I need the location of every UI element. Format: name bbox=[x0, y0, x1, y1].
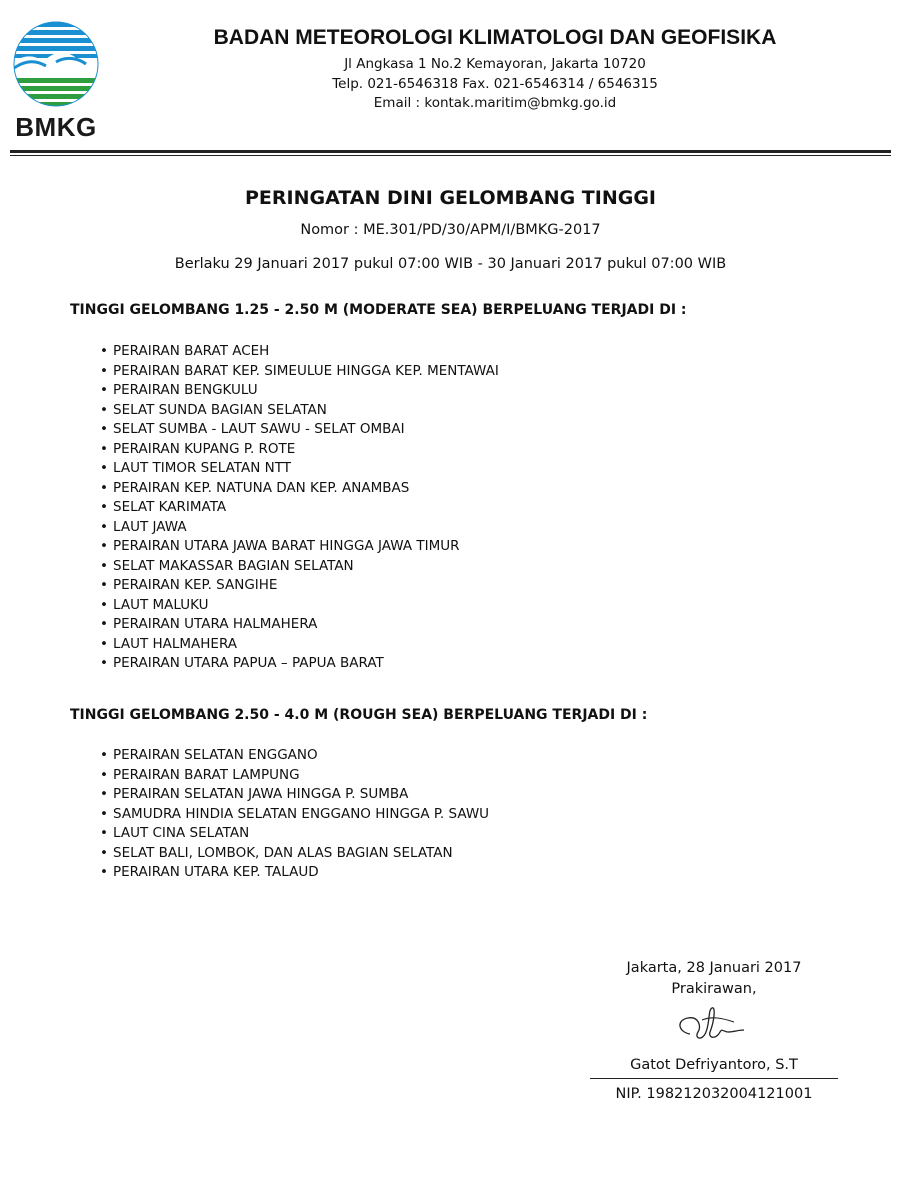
list-item: • PERAIRAN BENGKULU bbox=[100, 382, 258, 398]
document-number: Nomor : ME.301/PD/30/APM/I/BMKG-2017 bbox=[300, 222, 601, 238]
signer-nip: NIP. 198212032004121001 bbox=[615, 1086, 813, 1102]
list-item: • PERAIRAN BARAT KEP. SIMEULUE HINGGA KEP. MENTAWAI bbox=[100, 362, 499, 379]
list-item: • SELAT BALI, LOMBOK, DAN ALAS BAGIAN SELATAN bbox=[100, 844, 453, 861]
org-email: Email : kontak.maritim@bmkg.go.id bbox=[373, 95, 617, 111]
list-item: • PERAIRAN KEP. SANGIHE bbox=[100, 577, 278, 593]
letterhead bbox=[150, 25, 840, 114]
area-list-moderate bbox=[100, 342, 800, 674]
org-name: BADAN METEOROLOGI KLIMATOLOGI DAN GEOFISIKA bbox=[213, 26, 777, 49]
list-item: • PERAIRAN KEP. NATUNA DAN KEP. ANAMBAS bbox=[100, 479, 410, 496]
list-item: • LAUT MALUKU bbox=[100, 596, 209, 613]
list-item: • LAUT JAWA bbox=[100, 518, 187, 535]
list-item: • LAUT HALMAHERA bbox=[100, 635, 238, 652]
list-item: • PERAIRAN UTARA HALMAHERA bbox=[100, 616, 318, 632]
list-item: • PERAIRAN SELATAN JAWA HINGGA P. SUMBA bbox=[100, 786, 409, 802]
area-list-rough bbox=[100, 746, 800, 883]
letterhead-divider bbox=[10, 150, 891, 153]
signer-role: Prakirawan, bbox=[671, 981, 757, 997]
list-item: • PERAIRAN KUPANG P. ROTE bbox=[100, 440, 296, 457]
section-heading-rough: TINGGI GELOMBANG 2.50 - 4.0 M (ROUGH SEA) BERPELUANG TERJADI DI : bbox=[70, 707, 648, 723]
signer-name: Gatot Defriyantoro, S.T bbox=[630, 1057, 798, 1073]
signature-block bbox=[590, 958, 838, 1000]
bmkg-logo bbox=[8, 20, 104, 142]
document-validity: Berlaku 29 Januari 2017 pukul 07:00 WIB - 30 Januari 2017 pukul 07:00 WIB bbox=[174, 256, 727, 272]
bmkg-emblem-icon bbox=[8, 20, 104, 112]
org-address: Jl Angkasa 1 No.2 Kemayoran, Jakarta 10720 bbox=[344, 56, 646, 72]
list-item: • SELAT SUNDA BAGIAN SELATAN bbox=[100, 401, 327, 418]
section-heading-moderate: TINGGI GELOMBANG 1.25 - 2.50 M (MODERATE SEA) BERPELUANG TERJADI DI : bbox=[70, 302, 687, 318]
list-item: • PERAIRAN BARAT LAMPUNG bbox=[100, 766, 300, 783]
list-item: • SAMUDRA HINDIA SELATAN ENGGANO HINGGA P. SAWU bbox=[100, 805, 490, 822]
handwritten-signature-icon bbox=[672, 1002, 756, 1048]
list-item: • PERAIRAN UTARA PAPUA – PAPUA BARAT bbox=[100, 655, 384, 671]
org-phone: Telp. 021-6546318 Fax. 021-6546314 / 6546315 bbox=[332, 75, 658, 92]
list-item: • LAUT TIMOR SELATAN NTT bbox=[100, 460, 291, 476]
list-item: • PERAIRAN UTARA KEP. TALAUD bbox=[100, 864, 319, 880]
list-item: • LAUT CINA SELATAN bbox=[100, 825, 250, 841]
letterhead-divider-thin bbox=[10, 155, 891, 156]
signature-line bbox=[590, 1078, 838, 1079]
list-item: • PERAIRAN BARAT ACEH bbox=[100, 343, 270, 359]
list-item: • SELAT MAKASSAR BAGIAN SELATAN bbox=[100, 557, 354, 574]
logo-text: BMKG bbox=[15, 112, 97, 142]
document-title: PERINGATAN DINI GELOMBANG TINGGI bbox=[244, 187, 656, 209]
place-date: Jakarta, 28 Januari 2017 bbox=[626, 960, 802, 976]
list-item: • PERAIRAN SELATAN ENGGANO bbox=[100, 747, 318, 763]
list-item: • PERAIRAN UTARA JAWA BARAT HINGGA JAWA TIMUR bbox=[100, 538, 460, 554]
list-item: • SELAT SUMBA - LAUT SAWU - SELAT OMBAI bbox=[100, 421, 405, 437]
list-item: • SELAT KARIMATA bbox=[100, 499, 227, 515]
